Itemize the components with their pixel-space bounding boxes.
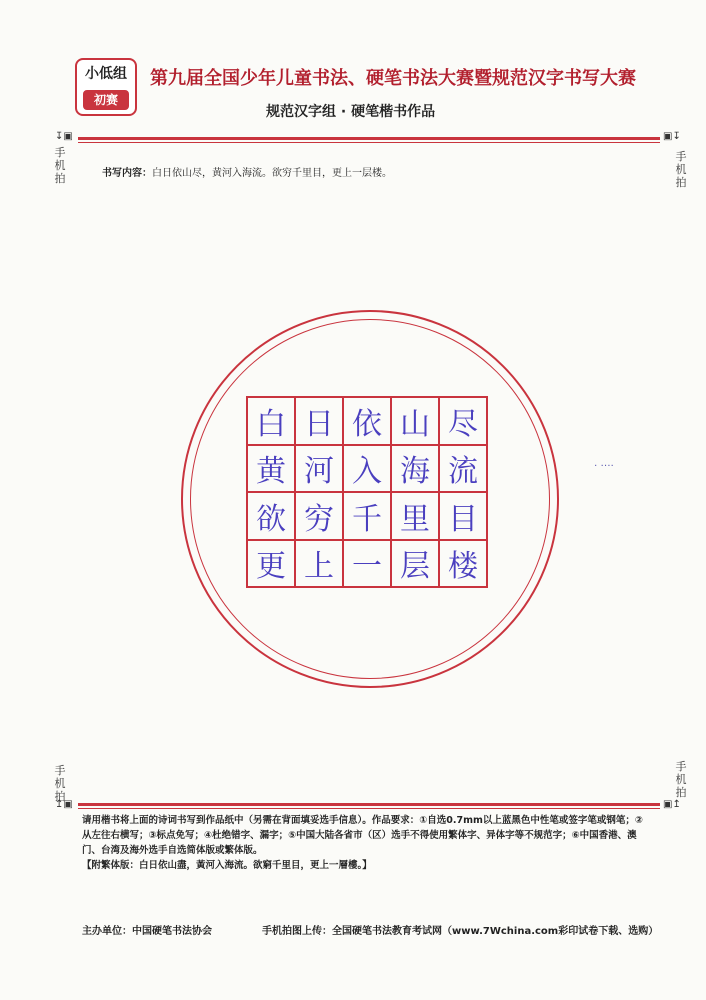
- phone-photo-label-bottom-right: 手机拍: [675, 760, 687, 799]
- grid-cell: 日: [295, 397, 343, 445]
- group-label: 小低组: [85, 66, 127, 82]
- instructions-main: 请用楷书将上面的诗词书写到作品纸中（另需在背面填妥选手信息）。作品要求：①自选0.7mm以上蓝黑色中性笔或签字笔或钢笔；②从左往右横写；③标点免写；④杜绝错字、漏字；⑤中国大陆各省市（区）选手不得使用繁体字、异体字等不规范字；⑥中国香港、澳门、台湾及海外选手自选简体版或繁体版。: [82, 815, 643, 856]
- grid-cell: 层: [391, 540, 439, 588]
- grid-cell: 穷: [295, 492, 343, 540]
- writing-content-text: 白日依山尽，黄河入海流。欲穷千里目，更上一层楼。: [152, 168, 392, 179]
- grid-cell: 更: [247, 540, 295, 588]
- phone-photo-label-top-right: 手机拍: [675, 150, 687, 189]
- grid-cell: 楼: [439, 540, 487, 588]
- grid-cell: 上: [295, 540, 343, 588]
- instructions-traditional: 【附繁体版：白日依山盡，黃河入海流。欲窮千里目，更上一層樓。】: [82, 860, 372, 871]
- ink-marks: ․ ․․․․: [594, 458, 614, 469]
- grid-cell: 河: [295, 445, 343, 493]
- bottom-rule: [78, 803, 660, 809]
- page-title: 第九届全国少年儿童书法、硬笔书法大赛暨规范汉字书写大赛: [150, 68, 636, 89]
- grid-cell: 山: [391, 397, 439, 445]
- round-label: 初赛: [83, 90, 129, 110]
- writing-content-label: 书写内容：: [102, 168, 152, 179]
- writing-content: [102, 164, 392, 179]
- grid-cell: 流: [439, 445, 487, 493]
- phone-photo-label-bottom-left: 手机拍: [54, 764, 66, 803]
- grid-cell: 入: [343, 445, 391, 493]
- grid-cell: 依: [343, 397, 391, 445]
- top-rule: [78, 137, 660, 143]
- camera-icon: ↧▣: [55, 131, 73, 142]
- grid-cell: 欲: [247, 492, 295, 540]
- page-subtitle: 规范汉字组 · 硬笔楷书作品: [266, 104, 436, 120]
- grid-cell: 一: [343, 540, 391, 588]
- grid-cell: 千: [343, 492, 391, 540]
- grid-cell: 海: [391, 445, 439, 493]
- phone-photo-label-top-left: 手机拍: [54, 146, 66, 185]
- camera-icon: ▣↧: [663, 131, 681, 142]
- group-badge: [75, 58, 137, 116]
- grid-cell: 黄: [247, 445, 295, 493]
- instructions: [82, 813, 652, 873]
- grid-cell: 白: [247, 397, 295, 445]
- grid-cell: 目: [439, 492, 487, 540]
- footer-organizer: 主办单位：中国硬笔书法协会: [82, 926, 212, 937]
- character-grid: [246, 396, 488, 588]
- camera-icon: ↥▣: [55, 799, 73, 810]
- grid-cell: 里: [391, 492, 439, 540]
- camera-icon: ▣↥: [663, 799, 681, 810]
- footer-upload: 手机拍图上传：全国硬笔书法教育考试网（www.7Wchina.com彩印试卷下载、选购）: [262, 926, 659, 937]
- grid-cell: 尽: [439, 397, 487, 445]
